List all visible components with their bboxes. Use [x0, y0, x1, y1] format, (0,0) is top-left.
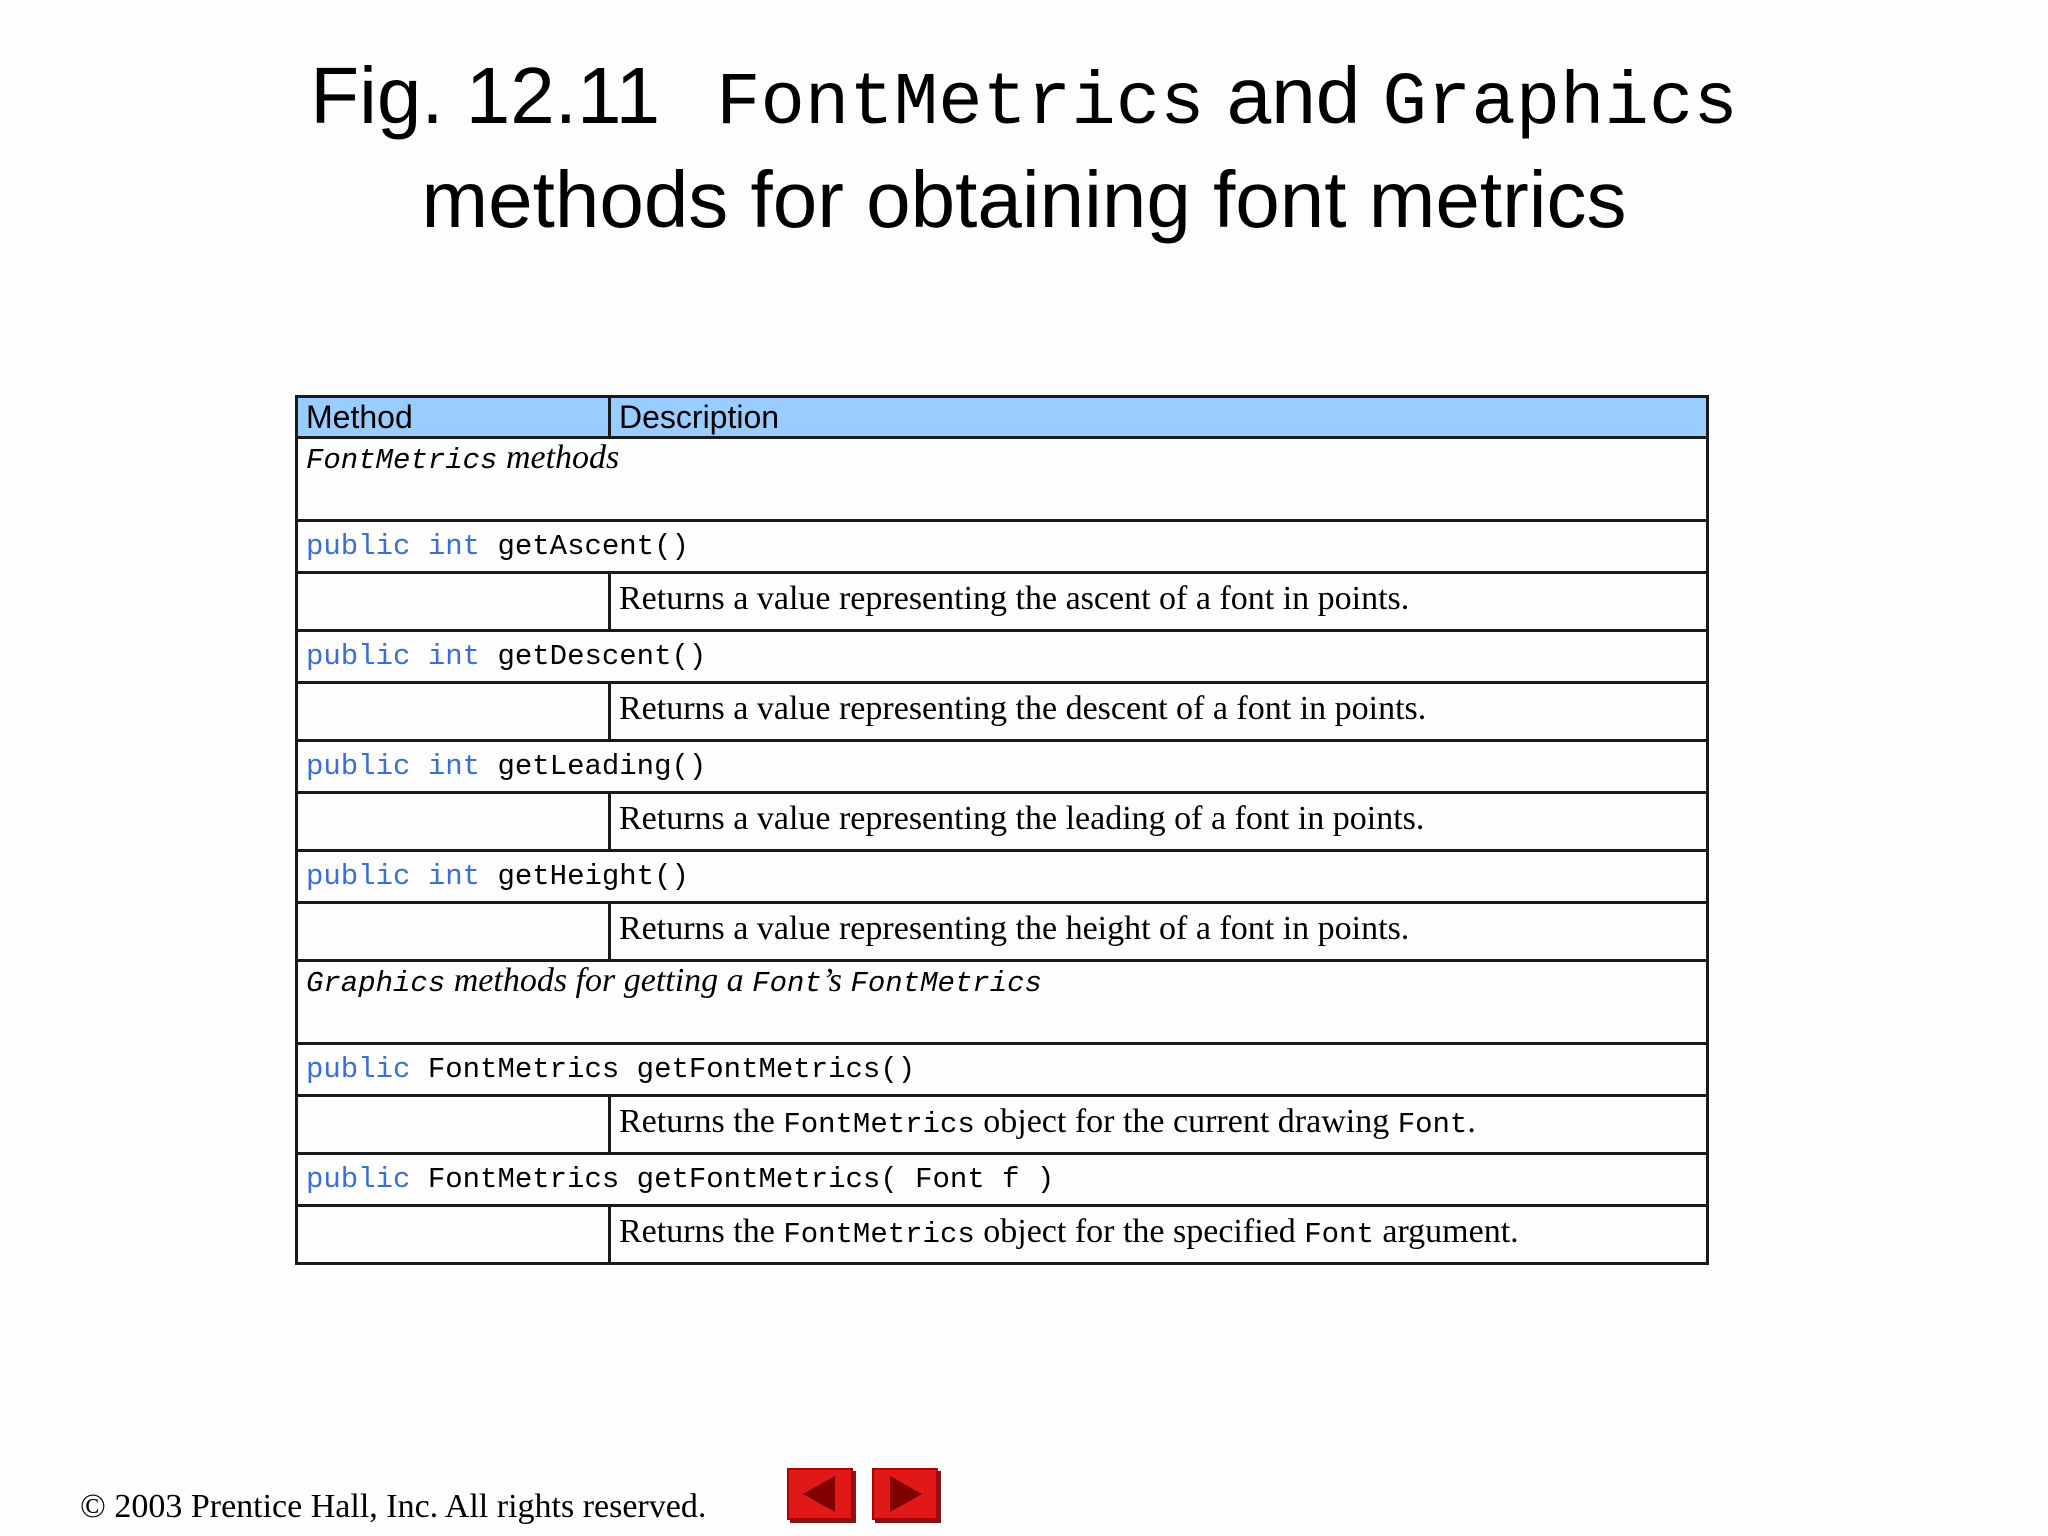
title-class-fontmetrics: FontMetrics: [716, 62, 1205, 146]
method-description-row: [297, 573, 1708, 631]
section-class: Graphics: [306, 967, 446, 1000]
method-name: getHeight(): [497, 860, 689, 893]
table-header-row: [297, 397, 1708, 438]
section-text: methods for getting a: [445, 962, 753, 999]
method-description-row: [297, 903, 1708, 961]
method-description-row: [297, 793, 1708, 851]
method-description: Returns the FontMetrics object for the current drawing Font.: [610, 1096, 1708, 1154]
method-description: Returns the FontMetrics object for the specified Font argument.: [610, 1206, 1708, 1264]
method-name: getLeading(): [497, 750, 707, 783]
left-arrow-icon: [789, 1470, 851, 1518]
page-title: [0, 48, 2048, 248]
empty-cell: [297, 683, 610, 741]
inline-code: FontMetrics: [783, 1218, 975, 1251]
method-name: getDescent(): [497, 640, 707, 673]
method-signature-row: [297, 741, 1708, 793]
keyword-public: public: [306, 1053, 411, 1086]
keyword-public: public: [306, 750, 411, 783]
method-description-row: [297, 1206, 1708, 1264]
inline-code: FontMetrics: [783, 1108, 975, 1141]
method-description: Returns a value representing the ascent of a font in points.: [610, 573, 1708, 631]
keyword-int: int: [427, 750, 481, 783]
inline-code: Font: [1304, 1218, 1374, 1251]
empty-cell: [297, 793, 610, 851]
section-class: Font: [752, 967, 822, 1000]
keyword-int: int: [427, 530, 481, 563]
keyword-int: int: [427, 640, 481, 673]
method-signature-row: [297, 1044, 1708, 1096]
next-slide-button[interactable]: [872, 1468, 938, 1520]
right-arrow-icon: [874, 1470, 936, 1518]
method-name: FontMetrics getFontMetrics( Font f ): [427, 1163, 1055, 1196]
empty-cell: [297, 573, 610, 631]
keyword-public: public: [306, 1163, 411, 1196]
empty-cell: [297, 903, 610, 961]
previous-slide-button[interactable]: [787, 1468, 853, 1520]
section-class: FontMetrics: [850, 967, 1042, 1000]
method-name: FontMetrics getFontMetrics(): [427, 1053, 916, 1086]
keyword-int: int: [427, 860, 481, 893]
section-heading-fontmetrics: [297, 438, 1708, 521]
method-signature-row: [297, 1154, 1708, 1206]
header-method: Method: [297, 397, 610, 438]
empty-cell: [297, 1206, 610, 1264]
keyword-public: public: [306, 860, 411, 893]
method-signature-row: [297, 521, 1708, 573]
section-text: ’s: [821, 962, 851, 999]
method-description-row: [297, 1096, 1708, 1154]
keyword-public: public: [306, 530, 411, 563]
inline-code: Font: [1397, 1108, 1468, 1141]
section-class: FontMetrics: [306, 444, 498, 477]
section-heading-graphics: [297, 961, 1708, 1044]
method-description: Returns a value representing the leading of a font in points.: [610, 793, 1708, 851]
title-line-2: methods for obtaining font metrics: [421, 155, 1627, 244]
header-description: Description: [610, 397, 1708, 438]
title-conjunction: and: [1226, 51, 1361, 140]
section-text: methods: [497, 439, 620, 476]
method-description-row: [297, 683, 1708, 741]
method-table: [295, 395, 1709, 1265]
method-name: getAscent(): [497, 530, 689, 563]
method-description: Returns a value representing the height of a font in points.: [610, 903, 1708, 961]
method-signature-row: [297, 631, 1708, 683]
empty-cell: [297, 1096, 610, 1154]
method-signature-row: [297, 851, 1708, 903]
copyright-footer: © 2003 Prentice Hall, Inc. All rights reserved.: [80, 1488, 707, 1525]
method-description: Returns a value representing the descent of a font in points.: [610, 683, 1708, 741]
title-class-graphics: Graphics: [1382, 62, 1738, 146]
figure-label: Fig. 12.11: [310, 51, 661, 140]
keyword-public: public: [306, 640, 411, 673]
